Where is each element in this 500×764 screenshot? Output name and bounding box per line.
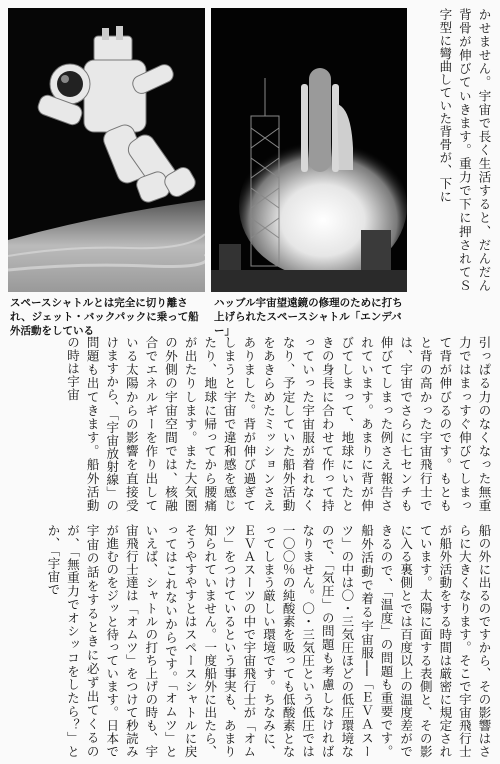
article-text-bottom: 船の外に出るのですから、その影響はさらに大きくなります。そこで宇宙飛行士が船外活動をする時間は厳密に規定されています。太陽に面する表側と、その影に入る裏側とでは百度以上の温度差ができるので、「温度」の問題も重要です。船外活動で着る宇宙服──「ＥＶＡスーツ」の中は〇・三気圧ほどの低圧環境なので、「気圧」の問題も考慮しなければなりません。〇・三気圧という低圧では一〇〇％の純酸素を吸っても低酸素となってしまう厳しい環境です。ちなみに、ＥＶＡスーツの中で宇宙飛行士が「オムツ」をつけているという事実も、あまり知られていません。一度船外に出たら、そうやすやすとはスペースシャトルに戻ってはこれないからです。「オムツ」といえば、シャトルの打ち上げの時も、宇宙飛行士達は「オムツ」をつけて秒読みが進むのをジッと待っています。日本で宇宙の話をするときに必ず出てくるのが、「無重力でオシッコをしたら？」とか、「宇宙で <box>45 524 492 758</box>
shuttle-launch-photo <box>211 8 407 292</box>
article-text-middle: 引っぱる力のなくなった無重力ではまっすぐ伸びてしまって背が伸びるのです。もともと背の高かった宇宙飛行士では、宇宙でさらに七センチも伸びてしまった例さえ報告されています。あまりに背が伸びてしまって、地球にいたときの身長に合わせて作って持っていった宇宙服が着れなくなり、予定していた船外活動をあきらめたミッションさえありました。背が伸び過ぎてしまうと宇宙で違和感を感じたり、地球に帰ってから腰痛が出たりします。また大気圏の外側の宇宙空間では、核融合でエネルギーを作り出している太陽からの影響を直接受けますから、「宇宙放射線」の問題も出てきます。船外活動の時は宇宙 <box>65 336 492 512</box>
shuttle-caption: ハッブル宇宙望遠鏡の修理のために打ち上げられたスペースシャトル「エンデバー」 <box>214 297 403 337</box>
article-text-top: かせません。宇宙で長く生活すると、だんだん背骨が伸びていきます。重力で下に押されてＳ字型に彎曲していた背骨が、下に <box>437 8 492 292</box>
astronaut-photo <box>8 8 205 292</box>
astronaut-caption: スペースシャトルとは完全に切り離され、ジェット・バックパックに乗って船外活動をしている <box>10 297 199 337</box>
